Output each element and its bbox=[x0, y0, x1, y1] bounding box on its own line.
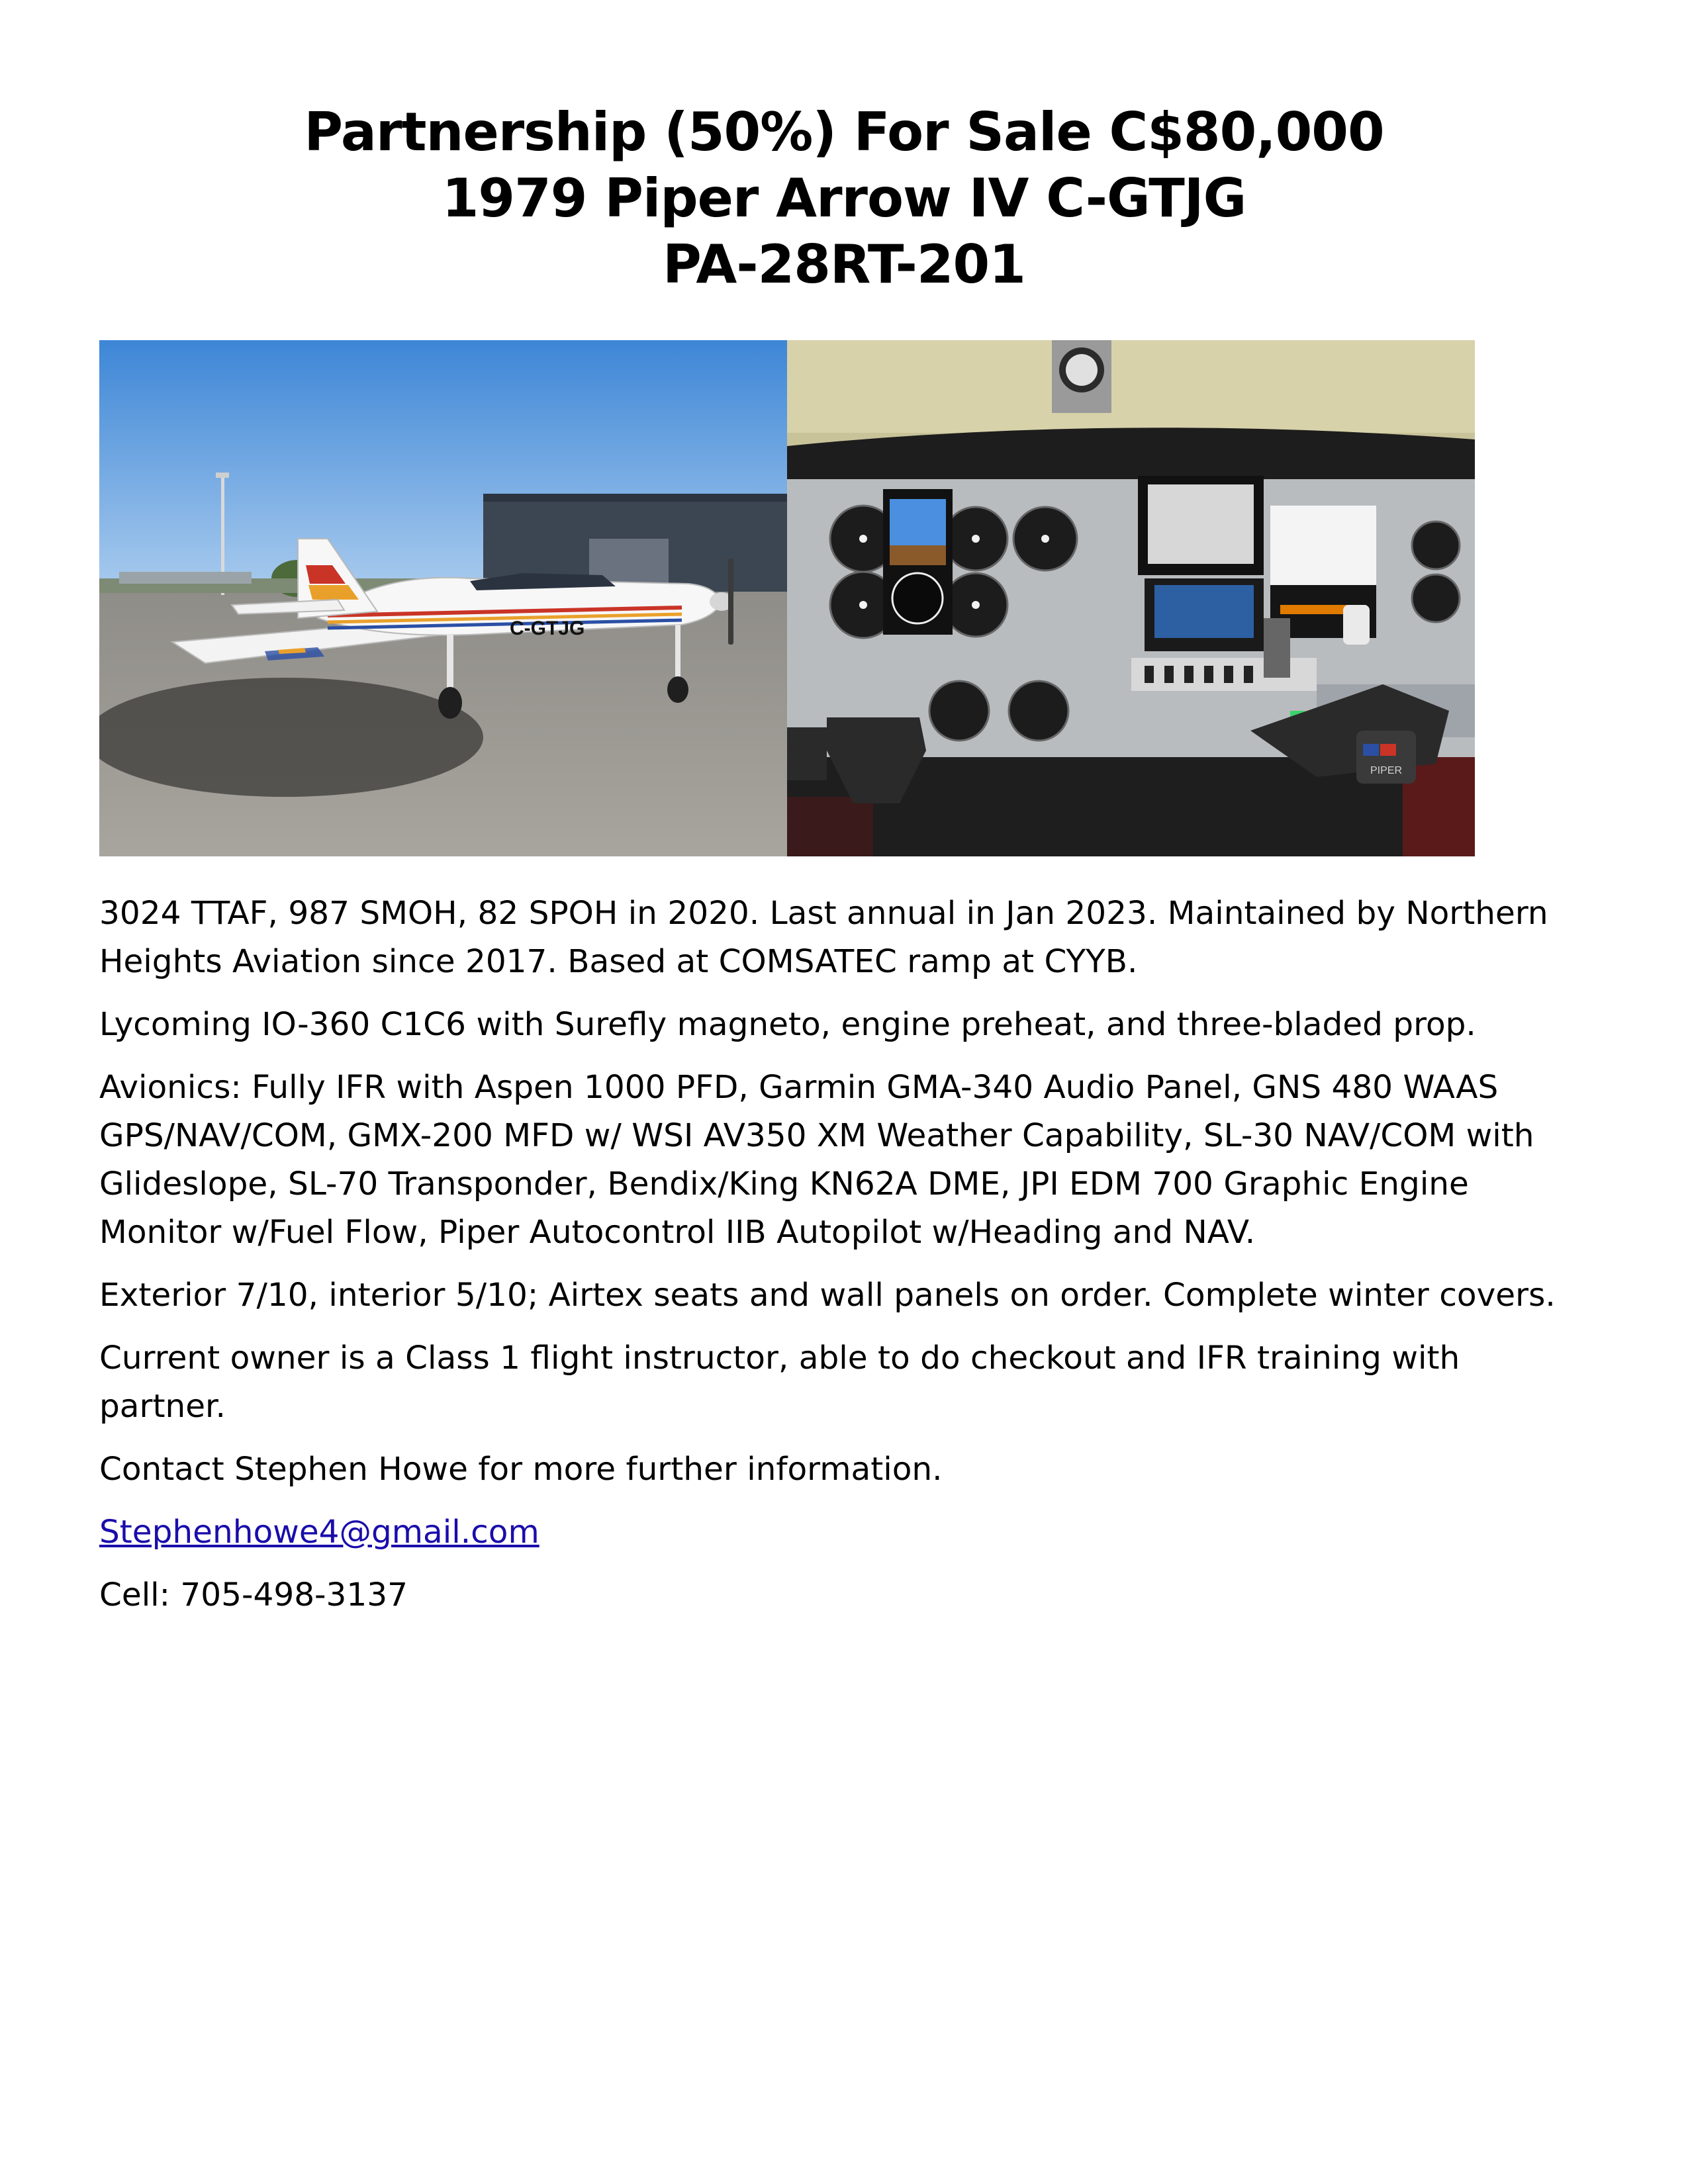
email-link[interactable]: Stephenhowe4@gmail.com bbox=[99, 1514, 539, 1551]
aircraft-exterior-photo bbox=[99, 340, 787, 856]
email-row bbox=[99, 1508, 1595, 1557]
registration-marking: C-GTJG bbox=[510, 617, 585, 639]
title-line-price: Partnership (50%) For Sale C$80,000 bbox=[304, 101, 1384, 163]
cockpit-panel-photo bbox=[787, 340, 1475, 856]
airframe-engine-hours: 3024 TTAF, 987 SMOH, 82 SPOH in 2020. Last annual in Jan 2023. Maintained by Northern Heights Aviation since 2017. Based at COMSATEC ramp at CYYB. bbox=[99, 895, 1548, 980]
title-line-aircraft: 1979 Piper Arrow IV C-GTJG bbox=[442, 167, 1246, 229]
yoke-logo-text: PIPER bbox=[1370, 765, 1403, 776]
photo-strip bbox=[99, 340, 1475, 856]
cell-phone: Cell: 705-498-3137 bbox=[99, 1576, 408, 1614]
contact-prompt: Contact Stephen Howe for more further information. bbox=[99, 1451, 943, 1488]
engine-details: Lycoming IO-360 C1C6 with Surefly magneto, engine preheat, and three-bladed prop. bbox=[99, 1006, 1476, 1043]
listing-title bbox=[0, 99, 1688, 298]
avionics-list: Avionics: Fully IFR with Aspen 1000 PFD, Garmin GMA-340 Audio Panel, GNS 480 WAAS GPS/NAV/COM, GMX-200 MFD w/ WSI AV350 XM Weather Capability, SL-30 NAV/COM with Glideslope, SL-70 Transponder, Bendix/King KN62A DME, JPI EDM 700 Graphic Engine Monitor w/Fuel Flow, Piper Autocontrol IIB Autopilot w/Heading and NAV. bbox=[99, 1069, 1534, 1251]
title-line-model: PA-28RT-201 bbox=[663, 234, 1025, 295]
listing-description bbox=[99, 889, 1595, 1634]
owner-instructor-note: Current owner is a Class 1 flight instructor, able to do checkout and IFR training with partner. bbox=[99, 1340, 1460, 1425]
condition-notes: Exterior 7/10, interior 5/10; Airtex seats and wall panels on order. Complete winter covers. bbox=[99, 1277, 1556, 1314]
